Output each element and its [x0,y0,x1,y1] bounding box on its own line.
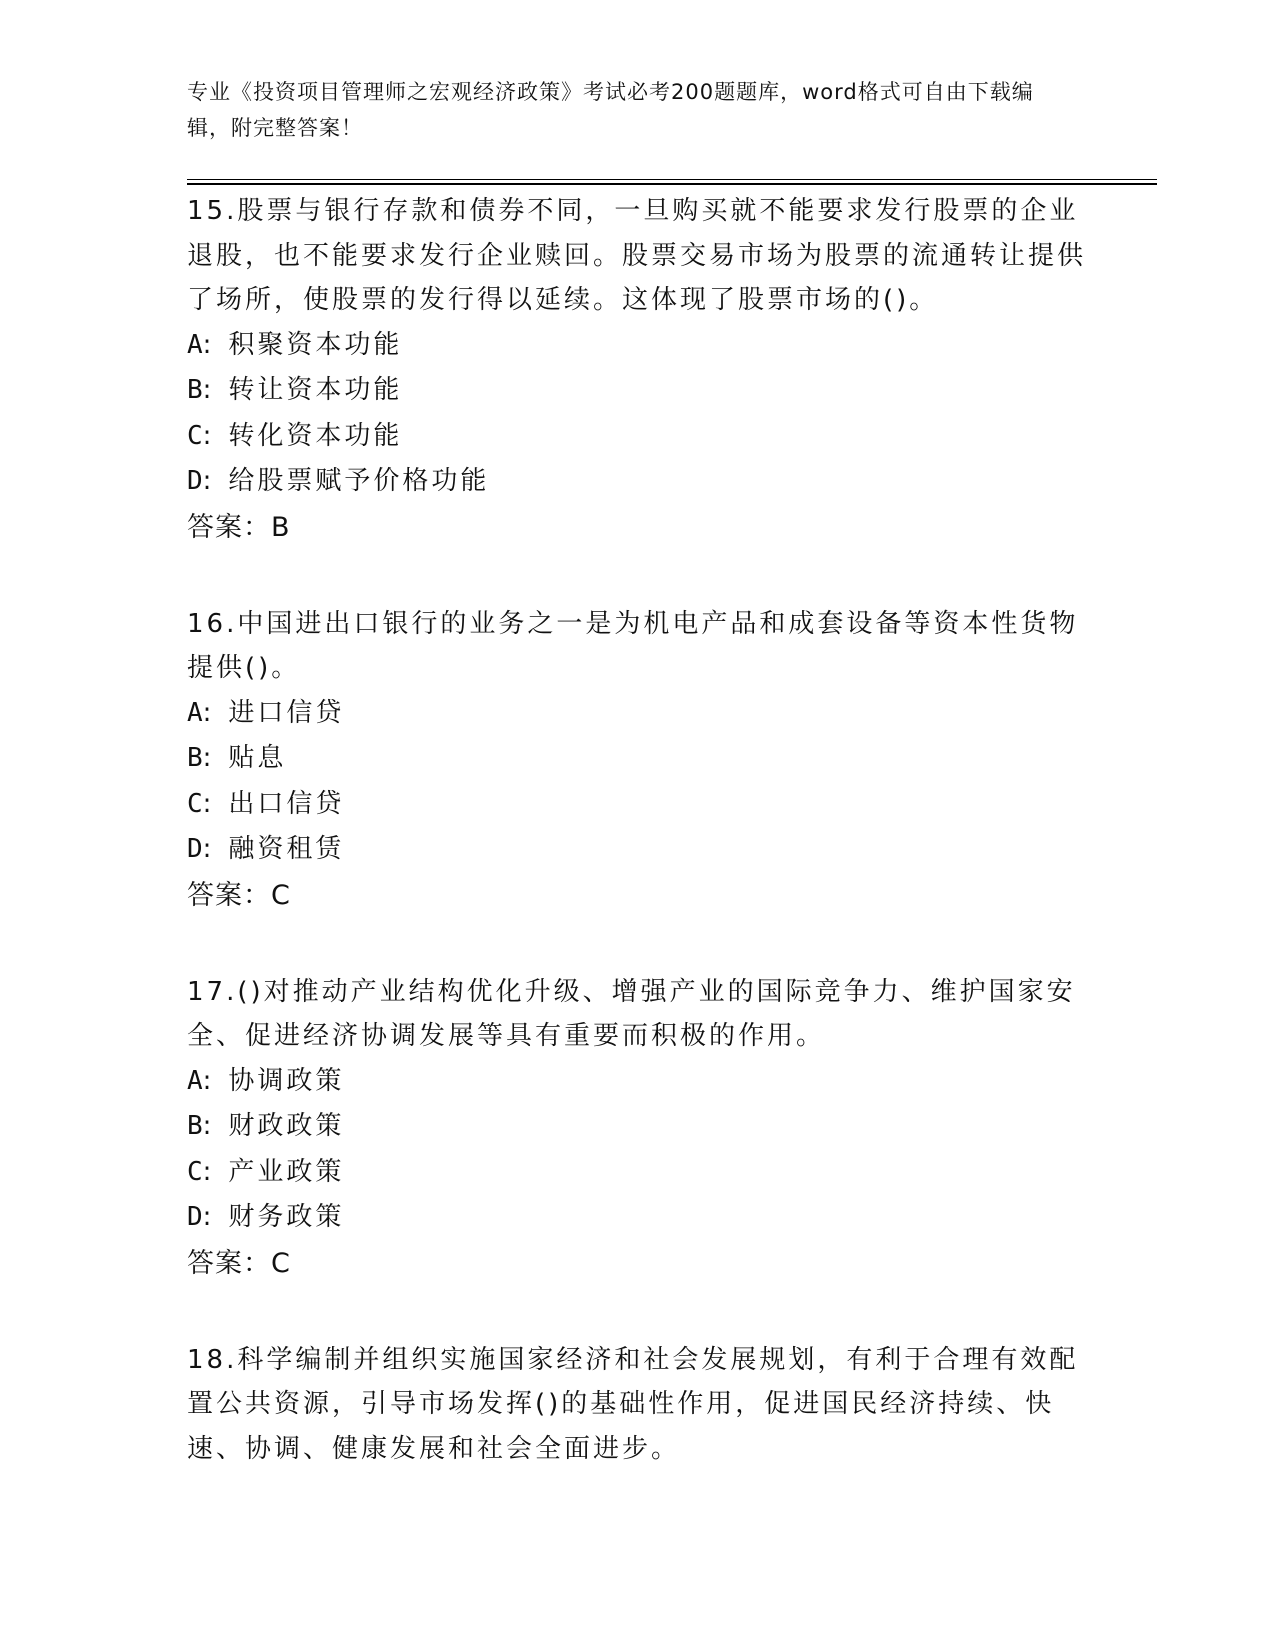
option-letter: B [187,1111,203,1141]
question-stem: 18.科学编制并组织实施国家经济和社会发展规划，有利于合理有效配置公共资源，引导市场发挥()的基础性作用，促进国民经济持续、快速、协调、健康发展和社会全面进步。 [187,1344,1079,1464]
option-text: 出口信贷 [228,788,345,819]
option-text: 给股票赋予价格功能 [228,466,490,496]
question-stem: 16.中国进出口银行的业务之一是为机电产品和成套设备等资本性货物提供()。 [187,608,1079,683]
question-list [187,189,1087,1471]
option-text: 转让资本功能 [228,375,403,405]
question-stem: 17.()对推动产业结构优化升级、增强产业的国际竞争力、维护国家安全、促进经济协调发展等具有重要而积极的作用。 [187,976,1076,1051]
option-c [187,414,1087,460]
option-letter: D [187,466,203,496]
option-separator: : [202,788,215,819]
option-separator: : [202,1202,215,1232]
option-text: 转化资本功能 [228,420,403,451]
option-text: 产业政策 [228,1156,345,1187]
option-c [187,782,1087,828]
header-note: 专业《投资项目管理师之宏观经济政策》考试必考200题题库，word格式可自由下载编辑，附完整答案！ [187,80,1034,140]
option-separator: : [202,743,215,773]
option-separator: : [202,1111,215,1141]
answer-line: 答案：C [187,879,291,911]
option-separator: : [202,697,215,728]
question-17 [187,970,1087,1286]
option-letter: C [187,420,203,451]
option-separator: : [202,375,215,405]
option-b [187,1104,1087,1150]
option-text: 财务政策 [228,1202,345,1232]
option-b [187,736,1087,782]
option-b [187,368,1087,414]
option-separator: : [202,329,215,360]
answer-line: 答案：C [187,1247,291,1279]
option-a [187,1059,1087,1105]
option-d [187,827,1087,873]
option-text: 融资租赁 [228,834,345,864]
option-letter: D [187,834,203,864]
option-text: 财政政策 [228,1111,345,1141]
question-15 [187,189,1087,550]
option-a [187,323,1087,369]
option-c [187,1150,1087,1196]
option-letter: C [187,788,203,819]
option-letter: A [187,1065,203,1096]
option-text: 进口信贷 [228,697,345,728]
option-letter: B [187,375,203,405]
question-stem: 15.股票与银行存款和债券不同，一旦购买就不能要求发行股票的企业退股，也不能要求发行企业赎回。股票交易市场为股票的流通转让提供了场所，使股票的发行得以延续。这体现了股票市场的()。 [187,196,1087,315]
option-letter: A [187,329,203,360]
option-text: 协调政策 [228,1065,345,1096]
question-16 [187,602,1087,918]
option-separator: : [202,420,215,451]
option-text: 贴息 [228,743,287,773]
header-divider [187,179,1157,185]
option-letter: C [187,1156,203,1187]
option-separator: : [202,1156,215,1187]
option-letter: A [187,697,203,728]
option-d [187,459,1087,505]
question-18 [187,1338,1087,1472]
option-separator: : [202,834,215,864]
option-separator: : [202,466,215,496]
option-a [187,691,1087,737]
option-letter: B [187,743,203,773]
option-d [187,1195,1087,1241]
option-letter: D [187,1202,203,1232]
option-text: 积聚资本功能 [228,329,403,360]
option-separator: : [202,1065,215,1096]
answer-line: 答案：B [187,511,291,543]
